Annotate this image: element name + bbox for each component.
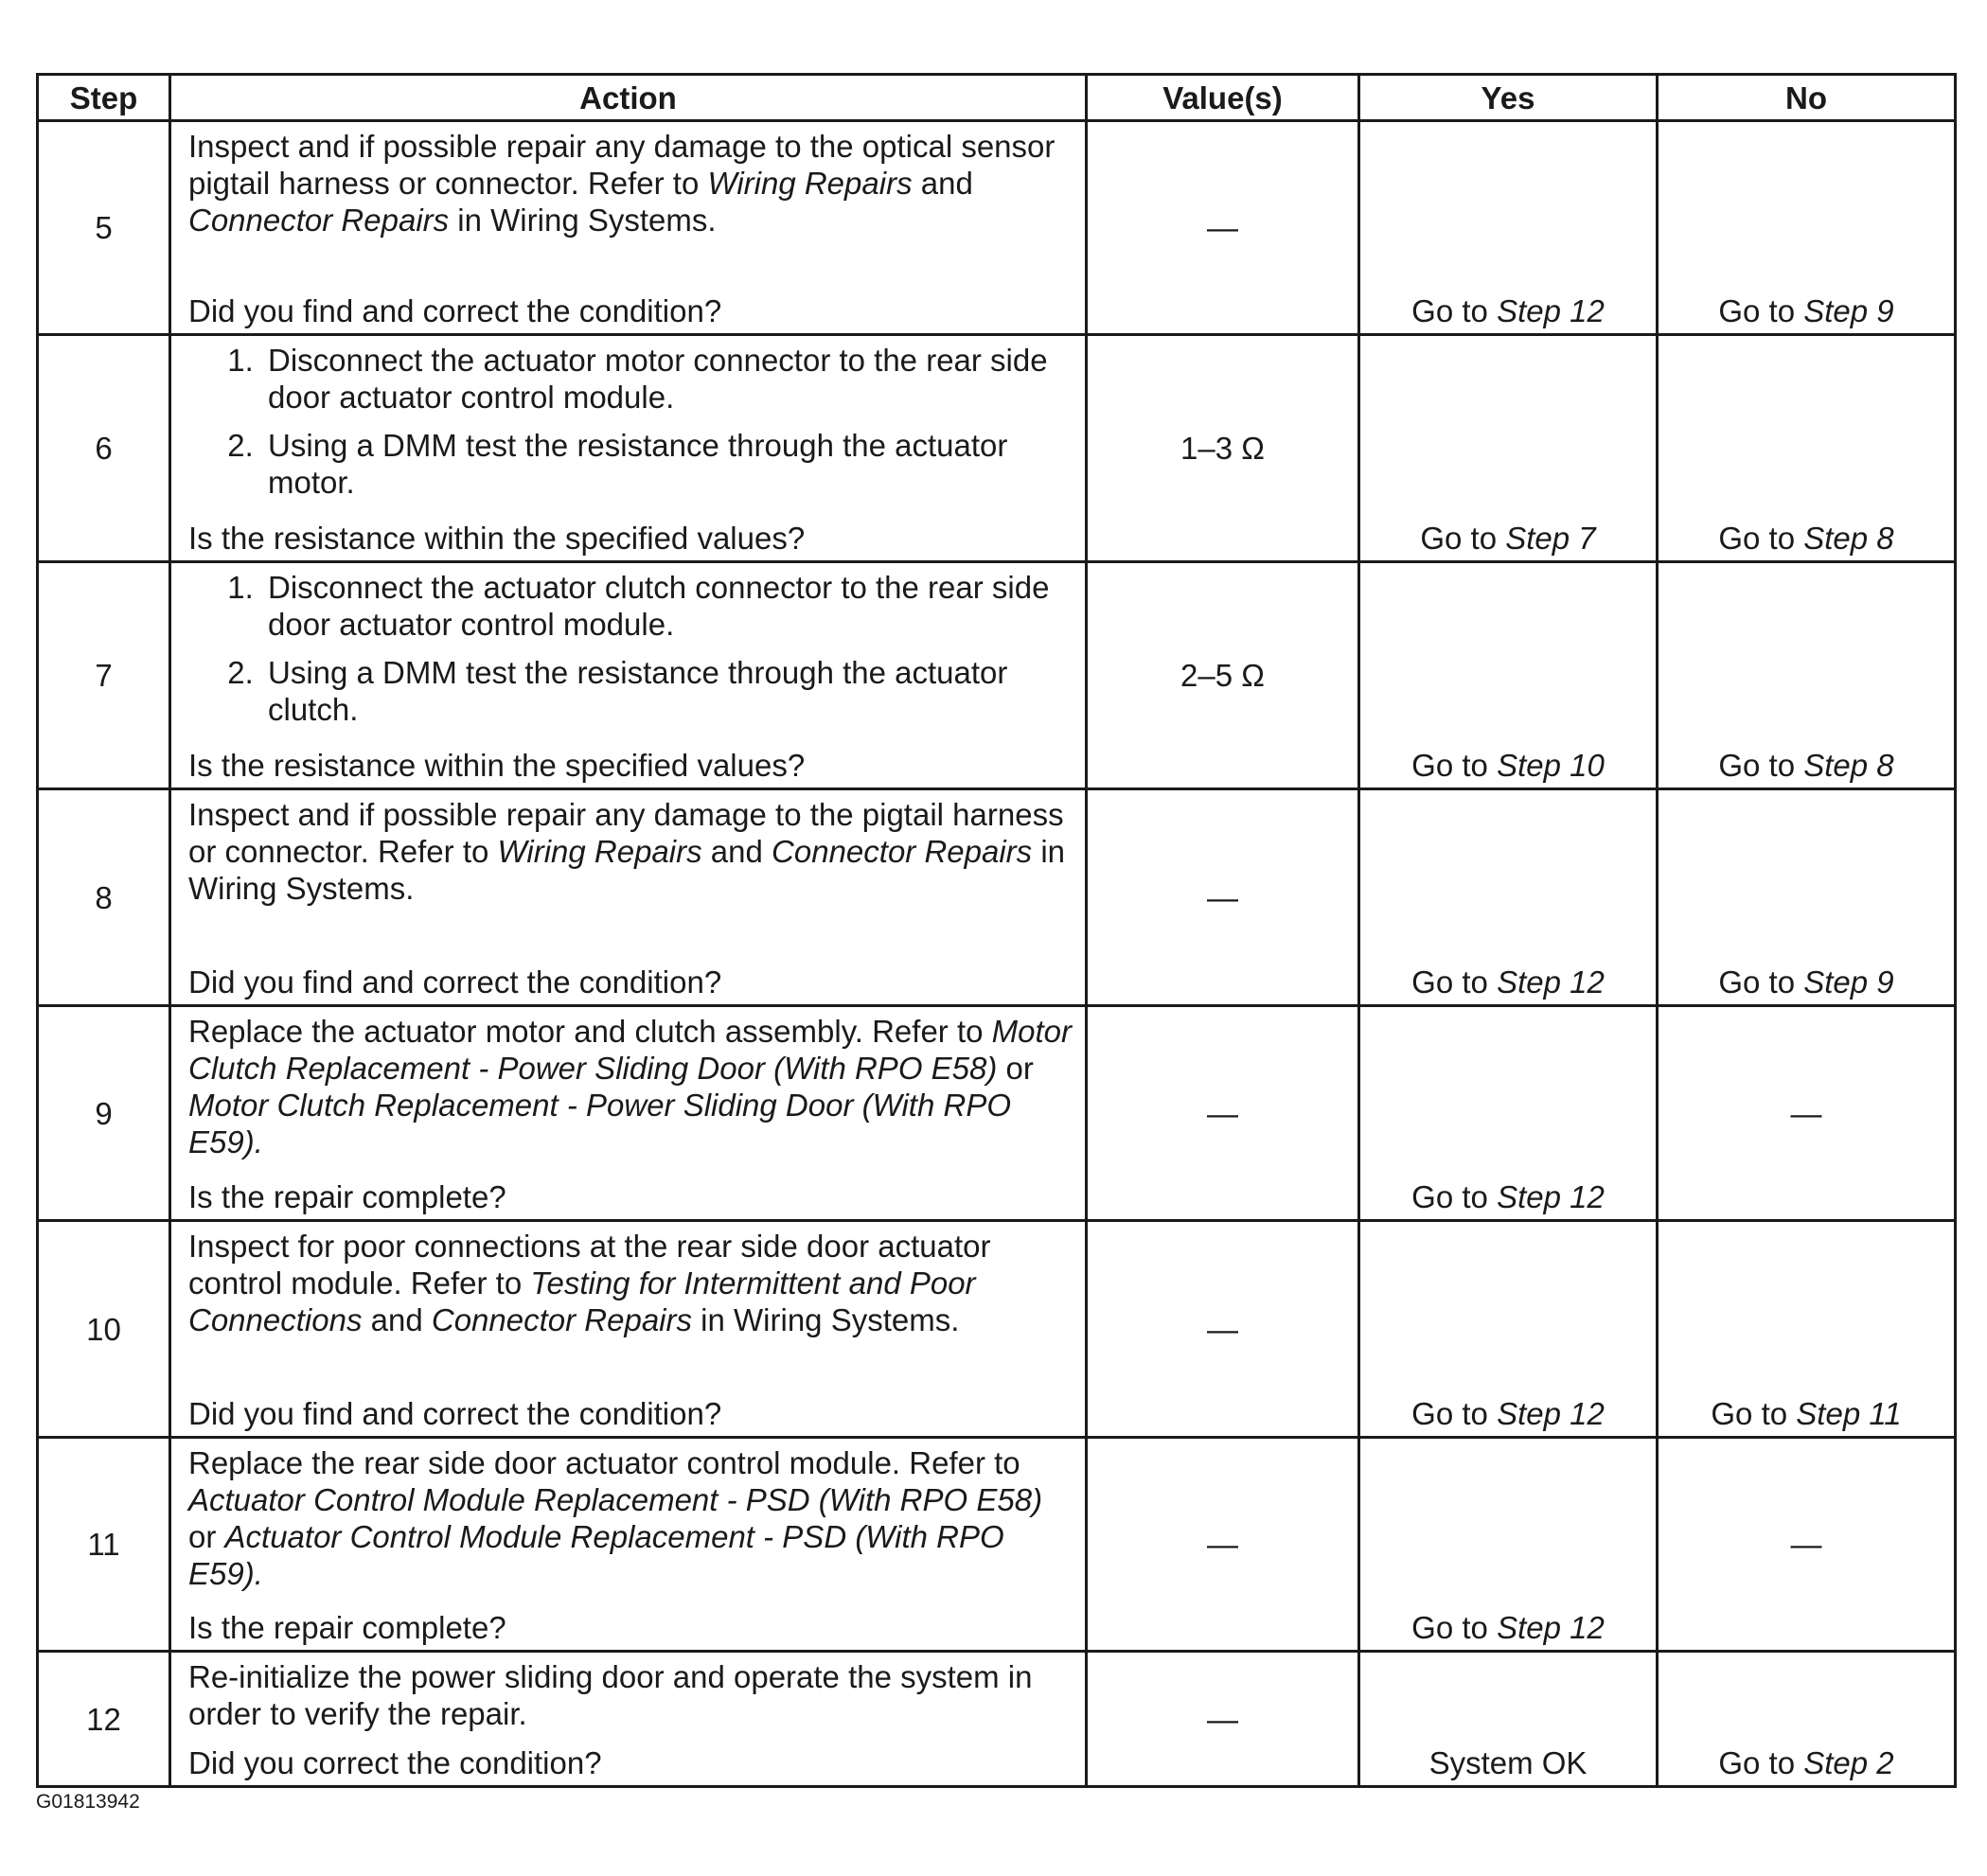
no-step-ref: Step 8 [1803, 748, 1894, 783]
action-reference: Motor Clutch Replacement - Power Sliding Door (With RPO E59). [188, 1088, 1012, 1159]
action-text-part: Inspect for poor connections at the rear side door actuator control module. Refer to [188, 1229, 991, 1301]
action-steps-list [188, 569, 1073, 735]
figure-id: G01813942 [36, 1791, 140, 1813]
value-cell: 2–5 Ω [1087, 562, 1359, 789]
yes-cell [1359, 1006, 1658, 1221]
action-steps-list [188, 342, 1073, 508]
action-text-part: in Wiring Systems. [188, 834, 1066, 906]
yes-cell: System OK [1359, 1652, 1658, 1787]
action-text [188, 796, 1073, 907]
no-step-ref: Step 9 [1803, 965, 1894, 1000]
table-row [38, 562, 1956, 789]
diagnostic-table [36, 73, 1957, 1788]
yes-cell [1359, 1221, 1658, 1438]
table-row [38, 1006, 1956, 1221]
value-cell: — [1087, 1652, 1359, 1787]
action-step-item: 1. Disconnect the actuator clutch connector to the rear side door actuator control module. [262, 569, 1073, 643]
action-text [188, 1228, 1073, 1338]
yes-step-ref: Step 12 [1497, 293, 1605, 328]
table-header-row [38, 75, 1956, 121]
no-cell [1658, 121, 1956, 335]
no-text: Go to [1718, 748, 1804, 783]
action-text-part: Inspect and if possible repair any damage to the optical sensor pigtail harness or connector. Refer to [188, 129, 1056, 201]
action-reference: Testing for Intermittent and Poor Connections [188, 1265, 976, 1337]
no-cell [1658, 1221, 1956, 1438]
no-cell [1658, 1652, 1956, 1787]
table-row [38, 121, 1956, 335]
action-step-item: 2. Using a DMM test the resistance through the actuator clutch. [262, 654, 1073, 728]
action-text-part: in Wiring Systems. [449, 203, 717, 238]
action-question: Did you find and correct the condition? [188, 965, 722, 1000]
no-step-ref: Step 9 [1803, 293, 1894, 328]
yes-text: Go to [1411, 293, 1498, 328]
action-reference: Motor Clutch Replacement - Power Sliding Door (With RPO E58) [188, 1014, 1072, 1086]
action-text-part: and [912, 166, 973, 201]
value-cell: 1–3 Ω [1087, 335, 1359, 562]
table-row [38, 1652, 1956, 1787]
no-cell [1658, 562, 1956, 789]
yes-step-ref: Step 7 [1505, 521, 1596, 556]
action-text [188, 1013, 1073, 1160]
action-reference: Actuator Control Module Replacement - PSD (With RPO E59). [188, 1519, 1004, 1591]
action-text-part: Replace the actuator motor and clutch assembly. Refer to [188, 1014, 992, 1049]
action-reference: Wiring Repairs [497, 834, 702, 869]
action-text [188, 1444, 1073, 1592]
yes-cell [1359, 789, 1658, 1006]
action-question: Is the repair complete? [188, 1610, 506, 1645]
step-number: 11 [38, 1438, 170, 1652]
no-step-ref: Step 8 [1803, 521, 1894, 556]
action-text [188, 1658, 1073, 1732]
no-text: Go to [1711, 1396, 1797, 1431]
yes-step-ref: Step 12 [1497, 1610, 1605, 1645]
yes-text: Go to [1411, 1179, 1498, 1214]
table-row [38, 1438, 1956, 1652]
yes-cell [1359, 335, 1658, 562]
action-reference: Connector Repairs [188, 203, 450, 238]
action-reference: Wiring Repairs [707, 166, 913, 201]
action-cell [170, 1438, 1087, 1652]
no-cell: — [1658, 1006, 1956, 1221]
diagnostic-table-container [36, 73, 1954, 1788]
yes-step-ref: Step 12 [1497, 1179, 1605, 1214]
no-step-ref: Step 11 [1796, 1396, 1902, 1431]
action-text-part: Inspect and if possible repair any damage to the pigtail harness or connector. Refer to [188, 797, 1064, 869]
step-number: 12 [38, 1652, 170, 1787]
header-values: Value(s) [1087, 75, 1359, 121]
step-number: 8 [38, 789, 170, 1006]
action-step-item: 1. Disconnect the actuator motor connector to the rear side door actuator control module. [262, 342, 1073, 416]
value-cell: — [1087, 1006, 1359, 1221]
action-question: Did you find and correct the condition? [188, 1396, 722, 1431]
action-cell [170, 789, 1087, 1006]
no-cell [1658, 335, 1956, 562]
header-action: Action [170, 75, 1087, 121]
no-step-ref: Step 2 [1803, 1745, 1894, 1780]
action-text-part: and [701, 834, 772, 869]
action-question: Is the resistance within the specified values? [188, 748, 806, 783]
action-cell [170, 562, 1087, 789]
action-cell [170, 335, 1087, 562]
action-question: Is the repair complete? [188, 1179, 506, 1214]
yes-step-ref: Step 12 [1497, 965, 1605, 1000]
action-question: Is the resistance within the specified values? [188, 521, 806, 556]
yes-text: Go to [1411, 1610, 1498, 1645]
header-step: Step [38, 75, 170, 121]
no-cell [1658, 789, 1956, 1006]
action-text-part: Replace the rear side door actuator control module. Refer to [188, 1445, 1020, 1480]
step-number: 10 [38, 1221, 170, 1438]
table-row [38, 335, 1956, 562]
action-cell [170, 121, 1087, 335]
action-question: Did you correct the condition? [188, 1745, 602, 1780]
action-cell [170, 1006, 1087, 1221]
value-cell: — [1087, 1221, 1359, 1438]
yes-step-ref: Step 12 [1497, 1396, 1605, 1431]
yes-cell [1359, 121, 1658, 335]
header-yes: Yes [1359, 75, 1658, 121]
action-step-item: 2. Using a DMM test the resistance through the actuator motor. [262, 427, 1073, 501]
action-reference: Connector Repairs [772, 834, 1033, 869]
value-cell: — [1087, 1438, 1359, 1652]
step-number: 6 [38, 335, 170, 562]
table-row [38, 1221, 1956, 1438]
header-no: No [1658, 75, 1956, 121]
yes-text: Go to [1411, 1396, 1498, 1431]
table-row [38, 789, 1956, 1006]
no-text: Go to [1718, 521, 1804, 556]
action-text-part: Re-initialize the power sliding door and operate the system in order to verify the repair. [188, 1659, 1033, 1731]
action-text-part: or [997, 1051, 1034, 1086]
action-reference: Connector Repairs [431, 1302, 692, 1337]
no-text: Go to [1718, 293, 1804, 328]
yes-text: Go to [1411, 748, 1498, 783]
action-reference: Actuator Control Module Replacement - PSD (With RPO E58) [188, 1482, 1043, 1517]
action-text-part: in Wiring Systems. [692, 1302, 960, 1337]
action-text [188, 128, 1073, 239]
no-text: Go to [1718, 1745, 1804, 1780]
yes-cell [1359, 1438, 1658, 1652]
value-cell: — [1087, 121, 1359, 335]
step-number: 5 [38, 121, 170, 335]
yes-text: Go to [1420, 521, 1506, 556]
action-text-part: or [188, 1519, 225, 1554]
value-cell: — [1087, 789, 1359, 1006]
action-question: Did you find and correct the condition? [188, 293, 722, 328]
step-number: 7 [38, 562, 170, 789]
yes-text: Go to [1411, 965, 1498, 1000]
step-number: 9 [38, 1006, 170, 1221]
no-cell: — [1658, 1438, 1956, 1652]
action-text-part: and [362, 1302, 432, 1337]
yes-step-ref: Step 10 [1497, 748, 1605, 783]
action-cell [170, 1221, 1087, 1438]
yes-cell [1359, 562, 1658, 789]
action-cell [170, 1652, 1087, 1787]
no-text: Go to [1718, 965, 1804, 1000]
